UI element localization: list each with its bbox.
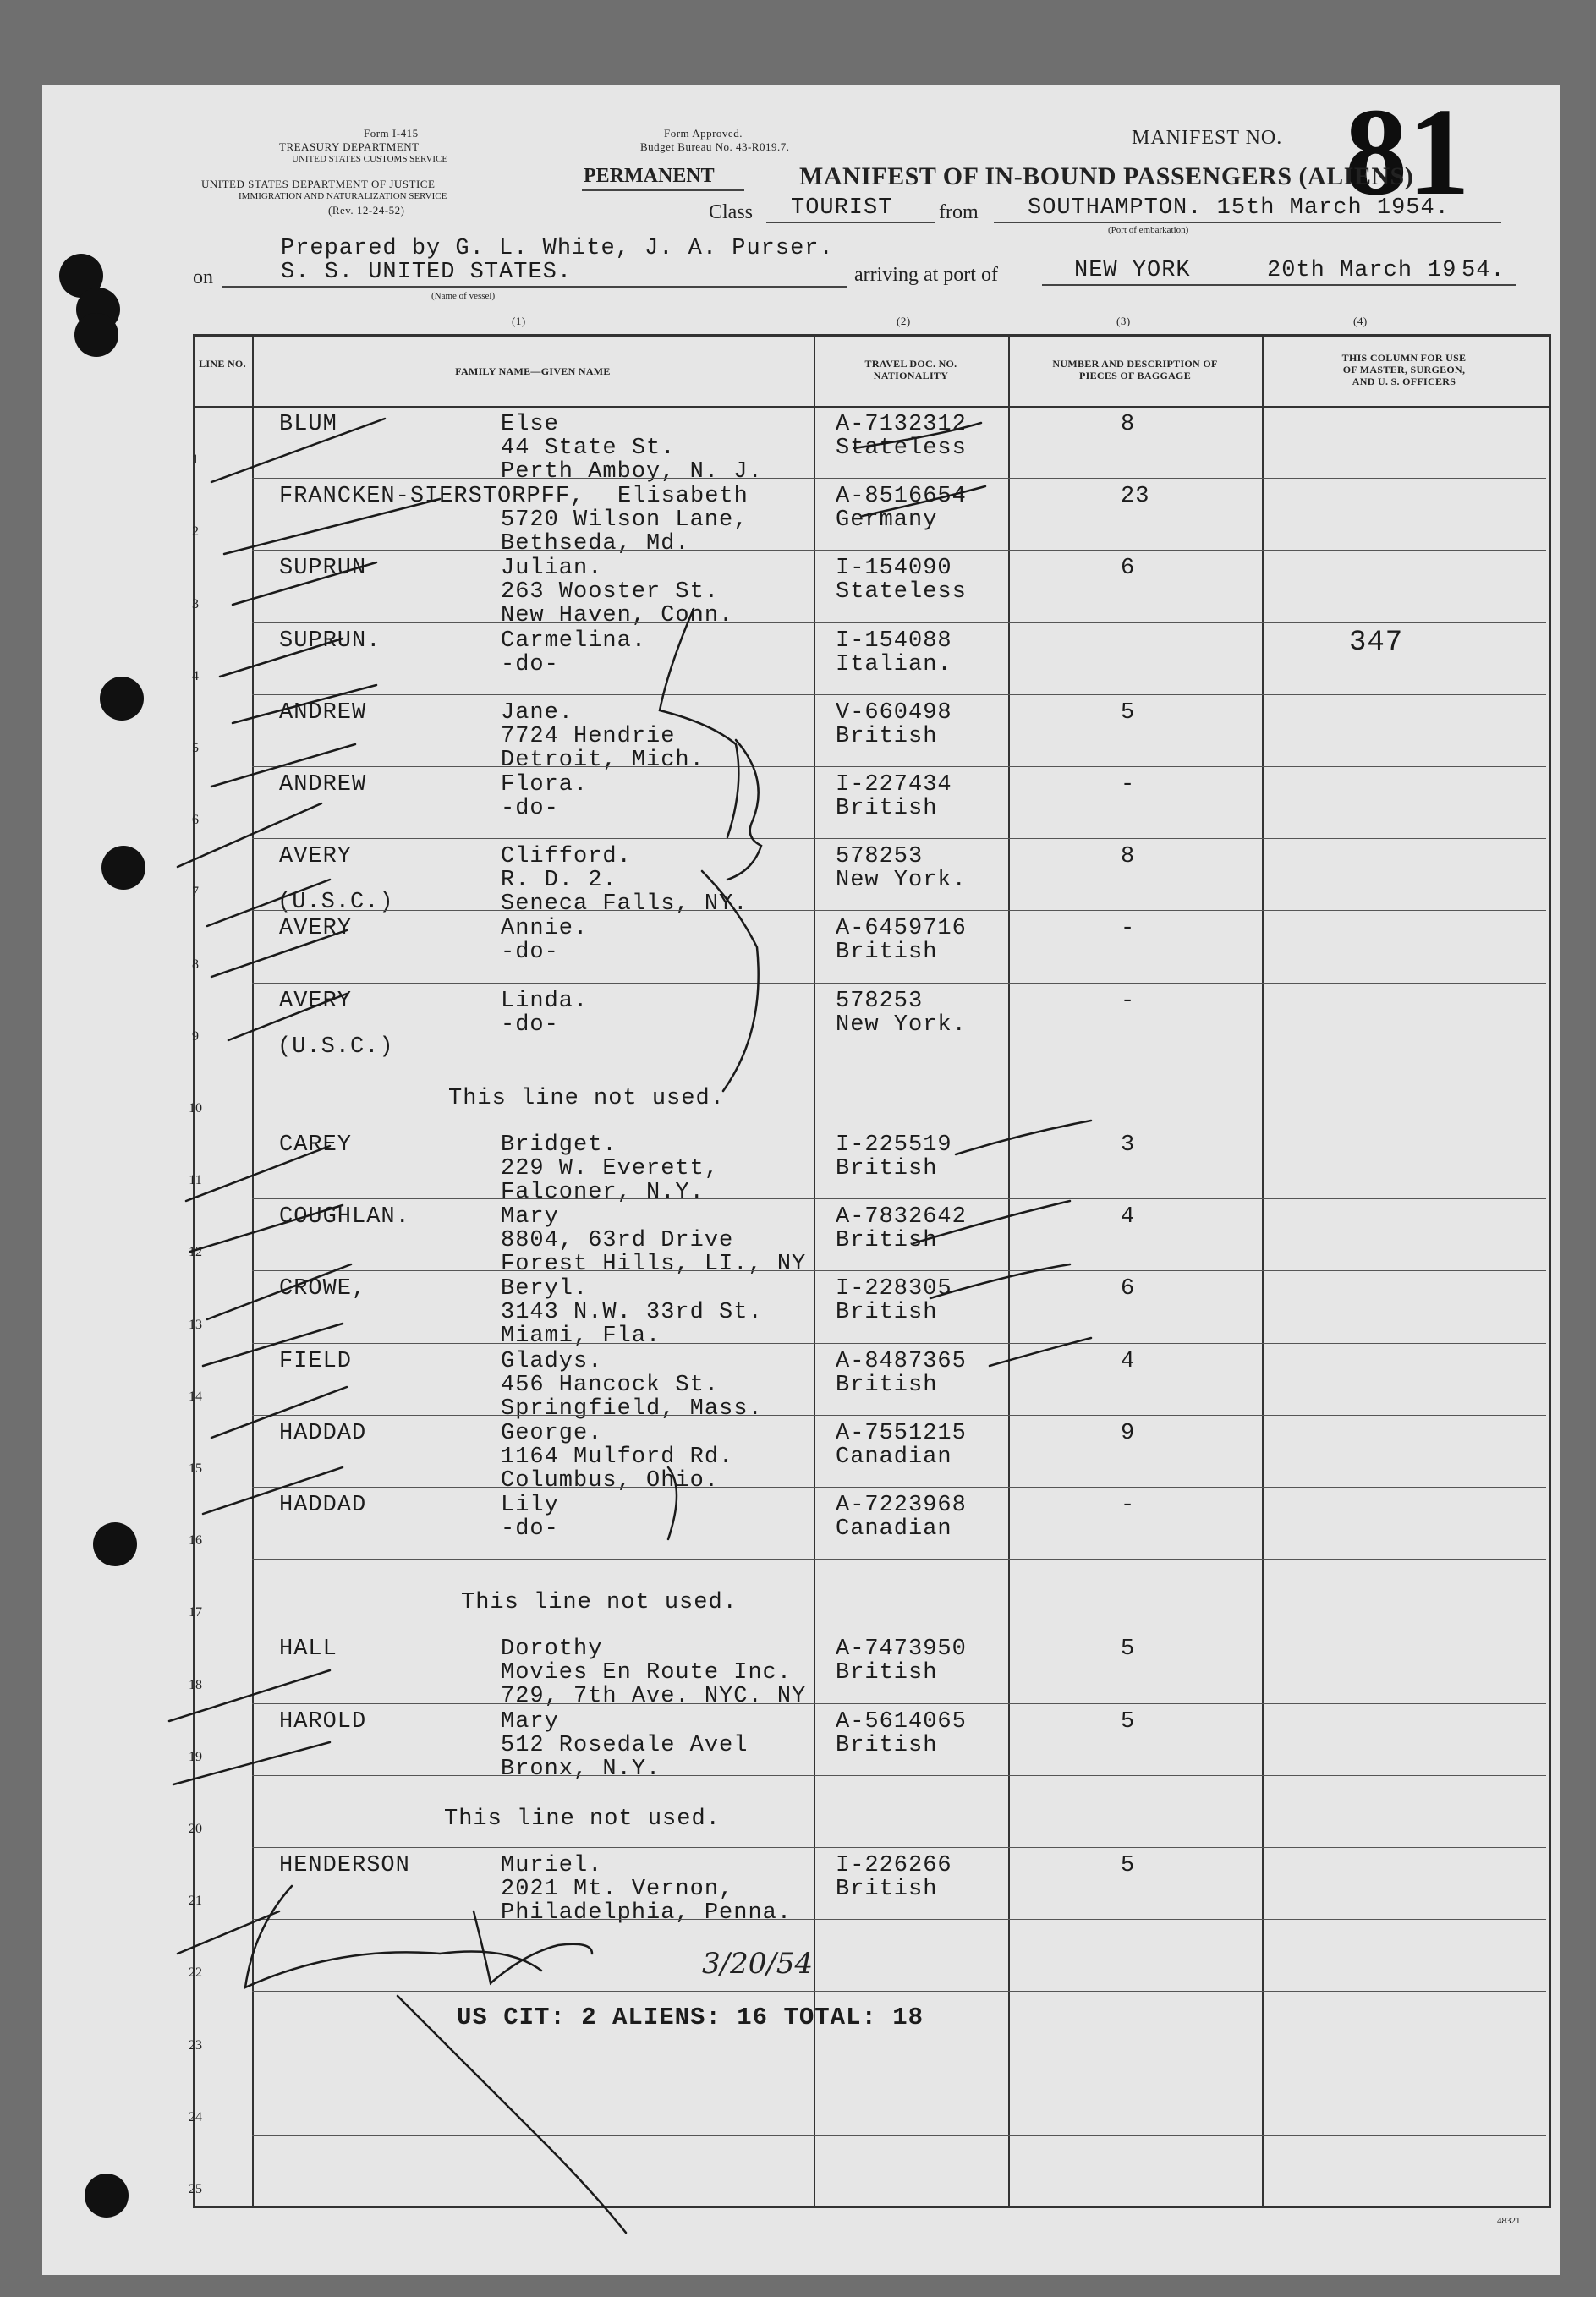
year-prefix: 19 [1428, 258, 1457, 283]
line-number: 17 [189, 1605, 202, 1620]
travel-doc-number: I-228305 [836, 1276, 952, 1302]
baggage-count: - [1121, 772, 1136, 798]
line-number: 22 [189, 1965, 202, 1981]
col-num-3: (3) [1116, 315, 1131, 327]
given-name: Muriel. [501, 1853, 603, 1878]
address-line-2: Forest Hills, LI., NY [501, 1252, 807, 1278]
address-line-2: Bronx, N.Y. [501, 1756, 661, 1782]
nationality: British [836, 1732, 938, 1758]
line-number: 16 [189, 1533, 202, 1549]
nationality: New York. [836, 868, 967, 894]
baggage-count: 4 [1121, 1348, 1136, 1374]
line-number: 21 [189, 1894, 202, 1909]
baggage-count: - [1121, 916, 1136, 942]
ins-line: IMMIGRATION AND NATURALIZATION SERVICE [239, 191, 447, 201]
line-number: 12 [189, 1245, 202, 1260]
address-line-1: 5720 Wilson Lane, [501, 507, 749, 534]
family-name: HADDAD [279, 1420, 367, 1446]
address-line-1: 456 Hancock St. [501, 1372, 720, 1398]
nationality: British [836, 940, 938, 966]
from-label: from [939, 201, 979, 223]
manifest-title: MANIFEST OF IN-BOUND PASSENGERS (ALIENS) [799, 162, 1414, 190]
header-line-no: LINE NO. [199, 358, 246, 370]
nationality: Canadian [836, 1516, 952, 1542]
citizen-tag: (U.S.C.) [277, 890, 394, 916]
line-number: 19 [189, 1749, 202, 1764]
nationality: British [836, 1156, 938, 1181]
address-line-2: Seneca Falls, NY. [501, 891, 749, 918]
given-name: Lily [501, 1493, 559, 1518]
line-number: 14 [189, 1389, 202, 1404]
address-line-1: 263 Wooster St. [501, 579, 720, 606]
address-line-1: 1164 Mulford Rd. [501, 1444, 734, 1470]
nationality: Italian. [836, 651, 952, 677]
travel-doc-number: A-8516654 [836, 484, 967, 510]
baggage-count: 23 [1121, 484, 1150, 510]
address-line-1: -do- [501, 1516, 559, 1542]
line-number: 11 [189, 1173, 202, 1188]
baggage-count: 8 [1121, 844, 1136, 870]
baggage-count: 5 [1121, 1636, 1136, 1663]
manifest-no-label: MANIFEST NO. [1132, 127, 1283, 149]
officer-note: 347 [1349, 626, 1404, 659]
line-number: 3 [192, 596, 199, 611]
nationality: British [836, 1660, 938, 1686]
address-line-2: 729, 7th Ave. NYC. NY [501, 1684, 807, 1710]
address-line-1: 3143 N.W. 33rd St. [501, 1300, 763, 1326]
baggage-count: 8 [1121, 412, 1136, 437]
address-line-2: Springfield, Mass. [501, 1395, 763, 1422]
citizen-tag: (U.S.C.) [277, 1033, 394, 1060]
address-line-1: 512 Rosedale Avel [501, 1732, 749, 1758]
travel-doc-number: I-225519 [836, 1132, 952, 1158]
baggage-count: 3 [1121, 1132, 1136, 1158]
header-doc-line2: NATIONALITY [873, 370, 949, 381]
family-name: AVERY [279, 988, 353, 1014]
address-line-1: 7724 Hendrie [501, 723, 676, 749]
given-name: Mary [501, 1708, 559, 1735]
travel-doc-number: I-227434 [836, 772, 952, 798]
totals-line: US CIT: 2 ALIENS: 16 TOTAL: 18 [457, 2004, 924, 2031]
given-name: Gladys. [501, 1348, 603, 1374]
given-name: Else [501, 412, 559, 437]
line-number: 2 [192, 524, 199, 540]
address-line-1: 44 State St. [501, 436, 676, 461]
nationality: British [836, 1300, 938, 1326]
revision: (Rev. 12-24-52) [328, 204, 405, 217]
family-name: CROWE, [279, 1276, 367, 1302]
baggage-count: - [1121, 1493, 1136, 1518]
travel-doc-number: A-7832642 [836, 1204, 967, 1231]
family-name: SUPRUN. [279, 628, 381, 654]
travel-doc-number: A-5614065 [836, 1708, 967, 1735]
arriving-label: arriving at port of [854, 264, 998, 286]
address-line-1: Movies En Route Inc. [501, 1660, 793, 1686]
manifest-number: 81 [1345, 83, 1470, 222]
line-number: 5 [192, 741, 199, 755]
baggage-count: 9 [1121, 1420, 1136, 1446]
header-officers-line3: AND U. S. OFFICERS [1352, 376, 1456, 387]
unused-line-note: This line not used. [444, 1806, 721, 1832]
travel-doc-number: 578253 [836, 844, 924, 870]
family-name: FRANCKEN-SIERSTORPFF, [279, 484, 585, 510]
nationality: Stateless [836, 436, 967, 461]
family-name: ANDREW [279, 699, 367, 726]
travel-doc-number: 578253 [836, 988, 924, 1014]
travel-doc-number: I-154088 [836, 628, 952, 654]
travel-doc-number: A-8487365 [836, 1348, 967, 1374]
given-name: Carmelina. [501, 628, 647, 654]
given-name: Clifford. [501, 844, 632, 870]
form-approved: Form Approved. [664, 127, 743, 140]
line-number: 15 [189, 1461, 202, 1476]
prepared-by: Prepared by G. L. White, J. A. Purser. [281, 236, 834, 261]
line-number: 25 [189, 2182, 202, 2196]
baggage-count: - [1121, 988, 1136, 1014]
given-name: Elisabeth [617, 484, 749, 510]
address-line-1: -do- [501, 796, 559, 821]
nationality: British [836, 1228, 938, 1254]
address-line-2: New Haven, Conn. [501, 603, 734, 629]
given-name: Flora. [501, 772, 589, 798]
travel-doc-number: V-660498 [836, 699, 952, 726]
travel-doc-number: A-7223968 [836, 1493, 967, 1518]
address-line-1: 8804, 63rd Drive [501, 1228, 734, 1254]
port-embark-value: SOUTHAMPTON. 15th March 1954. [1028, 195, 1450, 221]
line-number: 7 [192, 885, 199, 900]
family-name: SUPRUN [279, 556, 367, 582]
family-name: AVERY [279, 844, 353, 870]
family-name: HAROLD [279, 1708, 367, 1735]
permanent-label: PERMANENT [584, 165, 715, 187]
line-number: 6 [192, 813, 199, 828]
nationality: Stateless [836, 579, 967, 606]
line-number: 20 [189, 1822, 202, 1836]
header-baggage-line2: PIECES OF BAGGAGE [1078, 370, 1191, 381]
signature: 3/20/54 [702, 1947, 814, 1981]
arrival-port: NEW YORK [1074, 258, 1191, 283]
col-num-2: (2) [897, 315, 911, 327]
family-name: BLUM [279, 412, 337, 437]
header-name: FAMILY NAME—GIVEN NAME [455, 365, 611, 377]
baggage-count: 6 [1121, 1276, 1136, 1302]
given-name: Annie. [501, 916, 589, 942]
address-line-2: Columbus, Ohio. [501, 1467, 720, 1494]
family-name: HADDAD [279, 1493, 367, 1518]
line-number: 18 [189, 1677, 202, 1692]
unused-line-note: This line not used. [461, 1590, 738, 1616]
travel-doc-number: A-7551215 [836, 1420, 967, 1446]
travel-doc-number: I-154090 [836, 556, 952, 582]
family-name: ANDREW [279, 772, 367, 798]
footer-code: 48321 [1497, 2216, 1521, 2226]
line-number: 1 [192, 452, 199, 468]
on-label: on [193, 266, 213, 288]
header-officers-line2: OF MASTER, SURGEON, [1342, 364, 1466, 376]
year-suffix: 54. [1462, 258, 1506, 283]
travel-doc-number: A-7132312 [836, 412, 967, 437]
nationality: British [836, 796, 938, 821]
line-number: 23 [189, 2037, 202, 2053]
address-line-1: R. D. 2. [501, 868, 617, 894]
baggage-count: 6 [1121, 556, 1136, 582]
given-name: Dorothy [501, 1636, 603, 1663]
family-name: COUGHLAN. [279, 1204, 410, 1231]
baggage-count: 5 [1121, 699, 1136, 726]
col-num-4: (4) [1353, 315, 1368, 327]
family-name: CAREY [279, 1132, 353, 1158]
address-line-1: 2021 Mt. Vernon, [501, 1877, 734, 1902]
family-name: AVERY [279, 916, 353, 942]
budget-bureau: Budget Bureau No. 43-R019.7. [640, 140, 790, 153]
line-number: 24 [189, 2109, 202, 2124]
address-line-2: Falconer, N.Y. [501, 1180, 705, 1205]
nationality: Canadian [836, 1444, 952, 1470]
line-number: 4 [192, 668, 199, 683]
nationality: British [836, 1372, 938, 1398]
form-number: Form I-415 [364, 127, 419, 140]
header-doc-line1: TRAVEL DOC. NO. [864, 358, 957, 370]
baggage-count: 5 [1121, 1853, 1136, 1878]
arrival-date: 20th March [1267, 258, 1413, 283]
line-number: 8 [192, 957, 199, 972]
family-name: HALL [279, 1636, 337, 1663]
nationality: British [836, 1877, 938, 1902]
line-number: 9 [192, 1028, 199, 1044]
address-line-2: Miami, Fla. [501, 1324, 661, 1350]
given-name: Beryl. [501, 1276, 589, 1302]
address-line-1: -do- [501, 651, 559, 677]
address-line-2: Perth Amboy, N. J. [501, 459, 763, 485]
baggage-count: 5 [1121, 1708, 1136, 1735]
address-line-2: Detroit, Mich. [501, 747, 705, 773]
baggage-count: 4 [1121, 1204, 1136, 1231]
class-value: TOURIST [791, 195, 893, 221]
col-num-1: (1) [512, 315, 526, 327]
port-embark-caption: (Port of embarkation) [1108, 225, 1189, 235]
address-line-1: 229 W. Everett, [501, 1156, 720, 1181]
family-name: FIELD [279, 1348, 353, 1374]
line-number: 13 [189, 1317, 202, 1332]
given-name: Bridget. [501, 1132, 617, 1158]
treasury-dept: TREASURY DEPARTMENT [279, 140, 420, 153]
header-officers-line1: THIS COLUMN FOR USE [1341, 352, 1467, 364]
customs-service: UNITED STATES CUSTOMS SERVICE [292, 154, 448, 164]
given-name: Linda. [501, 988, 589, 1014]
travel-doc-number: I-226266 [836, 1853, 952, 1878]
vessel-value: S. S. UNITED STATES. [281, 260, 573, 285]
nationality: Germany [836, 507, 938, 534]
address-line-2: Philadelphia, Penna. [501, 1900, 793, 1926]
travel-doc-number: A-7473950 [836, 1636, 967, 1663]
unused-line-note: This line not used. [448, 1085, 725, 1111]
line-number: 10 [189, 1101, 202, 1116]
address-line-1: -do- [501, 940, 559, 966]
travel-doc-number: A-6459716 [836, 916, 967, 942]
given-name: George. [501, 1420, 603, 1446]
given-name: Jane. [501, 699, 574, 726]
address-line-2: Bethseda, Md. [501, 531, 690, 557]
family-name: HENDERSON [279, 1853, 410, 1878]
header-baggage-line1: NUMBER AND DESCRIPTION OF [1052, 358, 1218, 370]
given-name: Mary [501, 1204, 559, 1231]
nationality: New York. [836, 1011, 967, 1038]
address-line-1: -do- [501, 1011, 559, 1038]
given-name: Julian. [501, 556, 603, 582]
nationality: British [836, 723, 938, 749]
justice-dept: UNITED STATES DEPARTMENT OF JUSTICE [201, 178, 436, 190]
vessel-caption: (Name of vessel) [431, 291, 496, 301]
class-label: Class [709, 201, 754, 223]
